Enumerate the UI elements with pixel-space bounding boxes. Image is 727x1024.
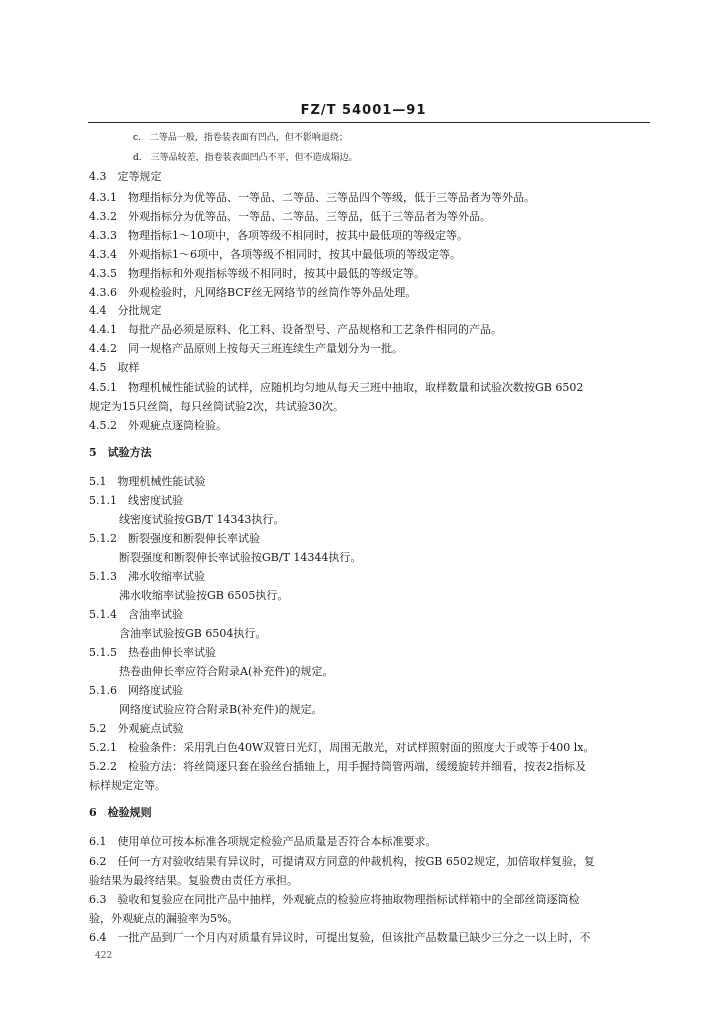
- text-line: 6.1 使用单位可按本标准各项规定检验产品质量是否符合本标准要求。: [89, 835, 437, 848]
- text-line: d. 三等品较差，指卷装表面凹凸不平，但不造成塌边。: [133, 153, 358, 163]
- text-line: 验，外观疵点的漏验率为5%。: [89, 912, 239, 925]
- text-line: 5.1.5 热卷曲伸长率试验: [89, 646, 216, 659]
- text-line: 热卷曲伸长率应符合附录A(补充件)的规定。: [119, 665, 334, 678]
- text-line: 网络度试验应符合附录B(补充件)的规定。: [119, 703, 323, 716]
- text-line: 5.2 外观疵点试验: [89, 722, 184, 735]
- text-line: 断裂强度和断裂伸长率试验按GB/T 14344执行。: [119, 551, 362, 564]
- text-line: 6.4 一批产品到厂一个月内对质量有异议时，可提出复验，但该批产品数量已缺少三分之一以上时，不: [89, 931, 591, 944]
- text-line: 5.1.1 线密度试验: [89, 494, 183, 507]
- text-line: 线密度试验按GB/T 14343执行。: [119, 513, 285, 526]
- text-line: 4.5.2 外观疵点逐筒检验。: [89, 419, 227, 432]
- text-line: 规定为15只丝筒，每只丝筒试验2次，共试验30次。: [89, 400, 344, 413]
- text-line: 4.3.4 外观指标1～6项中，各项等级不相同时，按其中最低项的等级定等。: [89, 248, 461, 261]
- page-header: FZ/T 54001—91: [300, 103, 427, 118]
- header-rule: [88, 122, 650, 123]
- text-line: 5.1.4 含油率试验: [89, 608, 183, 621]
- text-line: 4.3.2 外观指标分为优等品、一等品、二等品、三等品，低于三等品者为等外品。: [89, 210, 491, 223]
- text-line: 4.4.2 同一规格产品原则上按每天三班连续生产量划分为一批。: [89, 342, 403, 355]
- text-line: 4.5.1 物理机械性能试验的试样，应随机均匀地从每天三班中抽取，取样数量和试验次数按GB 6502: [89, 381, 584, 394]
- text-line: 4.3.1 物理指标分为优等品、一等品、二等品、三等品四个等级，低于三等品者为等外品。: [89, 191, 535, 204]
- text-line: 含油率试验按GB 6504执行。: [119, 627, 267, 640]
- text-line: 4.3.5 物理指标和外观指标等级不相同时，按其中最低的等级定等。: [89, 267, 425, 280]
- text-line: 沸水收缩率试验按GB 6505执行。: [119, 589, 289, 602]
- text-line: 4.3 定等规定: [89, 170, 162, 183]
- text-line: 5.1.2 断裂强度和断裂伸长率试验: [89, 532, 260, 545]
- text-line: 5.1.3 沸水收缩率试验: [89, 570, 205, 583]
- text-line: 4.3.3 物理指标1～10项中，各项等级不相同时，按其中最低项的等级定等。: [89, 229, 468, 242]
- text-line: 4.4.1 每批产品必须是原料、化工料、设备型号、产品规格和工艺条件相同的产品。: [89, 323, 502, 336]
- page-number: 422: [95, 951, 113, 961]
- text-line: 5.2.2 检验方法：将丝筒逐只套在验丝台插轴上，用手握持筒管两端，缓缓旋转并细看，按表2指标及: [89, 760, 586, 773]
- text-line: 4.4 分批规定: [89, 304, 162, 317]
- text-line: 6 检验规则: [89, 806, 152, 819]
- text-line: 6.3 验收和复验应在同批产品中抽样，外观疵点的检验应将抽取物理指标试样箱中的全部丝筒逐筒检: [89, 893, 580, 906]
- text-line: 6.2 任何一方对验收结果有异议时，可提请双方同意的仲裁机构，按GB 6502规定，加倍取样复验，复: [89, 855, 595, 868]
- text-line: 4.3.6 外观检验时，凡网络BCF丝无网络节的丝筒作等外品处理。: [89, 286, 417, 299]
- text-line: c. 二等品一般，指卷装表面有凹凸，但不影响退绕；: [133, 133, 348, 143]
- text-line: 标样规定定等。: [89, 779, 166, 792]
- text-line: 5 试验方法: [89, 446, 152, 459]
- text-line: 5.1 物理机械性能试验: [89, 475, 206, 488]
- text-line: 5.2.1 检验条件：采用乳白色40W双管日光灯，周围无散光，对试样照射面的照度大于或等于400 lx。: [89, 741, 595, 754]
- text-line: 4.5 取样: [89, 361, 140, 374]
- text-line: 验结果为最终结果。复验费由责任方承担。: [89, 874, 298, 887]
- text-line: 5.1.6 网络度试验: [89, 684, 183, 697]
